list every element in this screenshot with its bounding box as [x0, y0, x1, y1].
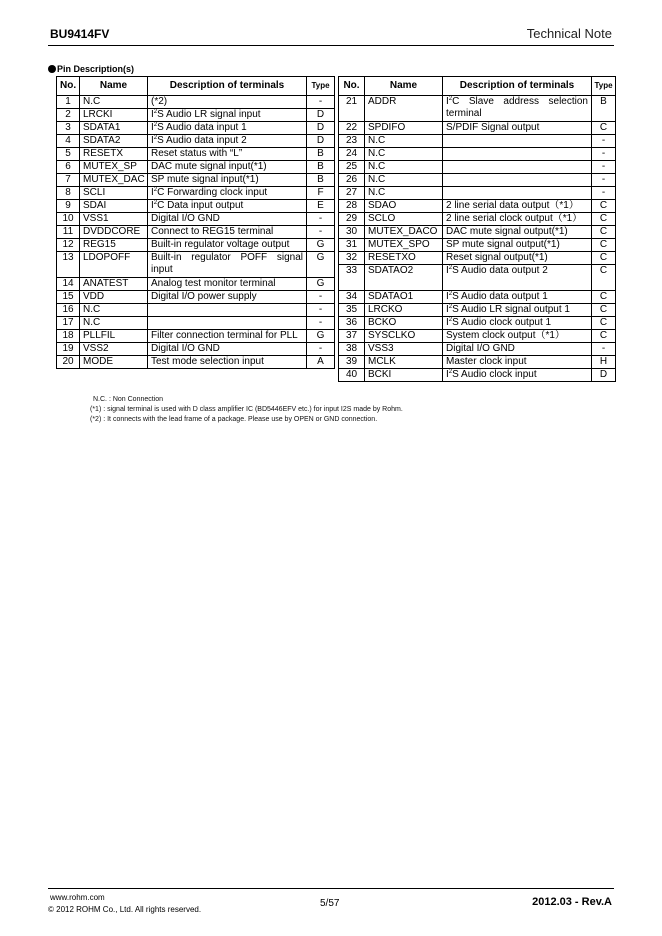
col-header-name: Name: [80, 77, 148, 96]
header-divider: [48, 45, 614, 46]
table-row: [57, 278, 335, 291]
pin-number: 11: [57, 226, 80, 239]
table-row: [57, 161, 335, 174]
pin-type: H: [592, 356, 616, 369]
pin-type: G: [307, 252, 335, 278]
pin-name: SDAO: [365, 200, 443, 213]
table-row: [339, 148, 616, 161]
col-header-type: Type: [592, 77, 616, 96]
table-notes: [90, 395, 403, 425]
table-row: [339, 369, 616, 382]
pin-number: 4: [57, 135, 80, 148]
pin-type: C: [592, 265, 616, 291]
pin-description: Digital I/O GND: [148, 213, 307, 226]
pin-description: $I^2C$ Data input output: [148, 200, 307, 213]
table-row: [57, 239, 335, 252]
pin-description: $I^2S$ Audio LR signal output 1: [443, 304, 592, 317]
table-row: [57, 109, 335, 122]
pin-description: S/PDIF Signal output: [443, 122, 592, 135]
pin-name: MCLK: [365, 356, 443, 369]
table-row: [57, 356, 335, 369]
pin-name: ANATEST: [80, 278, 148, 291]
pin-name: N.C: [365, 174, 443, 187]
col-header-no: No.: [57, 77, 80, 96]
table-row: [339, 252, 616, 265]
pin-type: -: [307, 304, 335, 317]
pin-number: 25: [339, 161, 365, 174]
pin-number: 31: [339, 239, 365, 252]
pin-name: PLLFIL: [80, 330, 148, 343]
pin-type: C: [592, 291, 616, 304]
pin-description: $I^2C$ Forwarding clock input: [148, 187, 307, 200]
pin-description: Test mode selection input: [148, 356, 307, 369]
pin-number: 2: [57, 109, 80, 122]
pin-number: 37: [339, 330, 365, 343]
col-header-name: Name: [365, 77, 443, 96]
pin-description: Digital I/O GND: [148, 343, 307, 356]
pin-type: C: [592, 213, 616, 226]
pin-name: N.C: [80, 317, 148, 330]
pin-name: SDAI: [80, 200, 148, 213]
pin-type: -: [307, 213, 335, 226]
pin-type: B: [307, 174, 335, 187]
footer-url[interactable]: www.rohm.com: [50, 893, 105, 902]
pin-type: -: [592, 343, 616, 356]
note-2: (*2) : It connects with the lead frame of a package. Please use by OPEN or GND connection.: [90, 416, 378, 423]
pin-number: 16: [57, 304, 80, 317]
col-header-description: Description of terminals: [148, 77, 307, 96]
table-row: [57, 174, 335, 187]
pin-type: C: [592, 304, 616, 317]
pin-description: Filter connection terminal for PLL: [148, 330, 307, 343]
table-row: [57, 343, 335, 356]
pin-table-left: [56, 76, 335, 369]
pin-description: [443, 174, 592, 187]
pin-description: Reset status with “L”: [148, 148, 307, 161]
pin-type: G: [307, 278, 335, 291]
table-row: [339, 213, 616, 226]
pin-name: SCLI: [80, 187, 148, 200]
bullet-icon: [48, 65, 56, 73]
pin-description: [443, 187, 592, 200]
pin-description: Reset signal output(*1): [443, 252, 592, 265]
table-row: [57, 213, 335, 226]
footer-copyright: © 2012 ROHM Co., Ltd. All rights reserved.: [48, 905, 202, 914]
pin-number: 15: [57, 291, 80, 304]
pin-number: 8: [57, 187, 80, 200]
pin-number: 19: [57, 343, 80, 356]
table-row: [57, 252, 335, 278]
pin-number: 32: [339, 252, 365, 265]
pin-description: $I^2S$ Audio LR signal input: [148, 109, 307, 122]
pin-type: C: [592, 239, 616, 252]
pin-type: -: [307, 291, 335, 304]
pin-description: Built-in regulator voltage output: [148, 239, 307, 252]
pin-description: Connect to REG15 terminal: [148, 226, 307, 239]
table-row: [57, 148, 335, 161]
pin-type: C: [592, 252, 616, 265]
pin-number: 17: [57, 317, 80, 330]
pin-type: -: [307, 226, 335, 239]
table-row: [57, 187, 335, 200]
footer-divider: [48, 888, 614, 889]
table-row: [57, 304, 335, 317]
pin-name: VSS2: [80, 343, 148, 356]
pin-number: 6: [57, 161, 80, 174]
pin-number: 30: [339, 226, 365, 239]
pin-name: MUTEX_SP: [80, 161, 148, 174]
pin-description: [443, 148, 592, 161]
pin-name: SCLO: [365, 213, 443, 226]
pin-type: -: [592, 187, 616, 200]
pin-type: D: [307, 122, 335, 135]
pin-name: ADDR: [365, 96, 443, 122]
pin-name: LDOPOFF: [80, 252, 148, 278]
pin-number: 35: [339, 304, 365, 317]
pin-number: 9: [57, 200, 80, 213]
pin-name: N.C: [365, 187, 443, 200]
pin-description: $I^2S$ Audio clock output 1: [443, 317, 592, 330]
pin-description: $I^2S$ Audio data output 1: [443, 291, 592, 304]
pin-type: -: [307, 96, 335, 109]
pin-type: B: [592, 96, 616, 122]
pin-description: 2 line serial clock output（*1）: [443, 213, 592, 226]
pin-type: G: [307, 330, 335, 343]
table-row: [339, 265, 616, 291]
pin-name: RESETX: [80, 148, 148, 161]
table-row: [339, 317, 616, 330]
pin-type: -: [592, 161, 616, 174]
pin-description: Digital I/O GND: [443, 343, 592, 356]
pin-description: $I^2S$ Audio data input 1: [148, 122, 307, 135]
pin-description: $I^2S$ Audio data input 2: [148, 135, 307, 148]
pin-name: SDATA2: [80, 135, 148, 148]
table-row: [339, 343, 616, 356]
pin-name: N.C: [365, 135, 443, 148]
pin-number: 14: [57, 278, 80, 291]
table-row: [57, 317, 335, 330]
pin-name: DVDDCORE: [80, 226, 148, 239]
pin-description: System clock output（*1）: [443, 330, 592, 343]
pin-number: 38: [339, 343, 365, 356]
pin-number: 18: [57, 330, 80, 343]
table-header-row: [339, 77, 616, 96]
pin-number: 10: [57, 213, 80, 226]
table-row: [339, 122, 616, 135]
pin-name: VSS1: [80, 213, 148, 226]
table-row: [339, 161, 616, 174]
table-row: [339, 226, 616, 239]
part-number: BU9414FV: [50, 27, 110, 41]
table-row: [339, 135, 616, 148]
pin-number: 21: [339, 96, 365, 122]
pin-description: $I^2C$ Slave address selection terminal: [443, 96, 592, 122]
pin-description: DAC mute signal output(*1): [443, 226, 592, 239]
table-row: [339, 187, 616, 200]
pin-name: BCKI: [365, 369, 443, 382]
pin-type: D: [592, 369, 616, 382]
pin-description: $I^2S$ Audio clock input: [443, 369, 592, 382]
pin-name: BCKO: [365, 317, 443, 330]
pin-type: -: [592, 174, 616, 187]
pin-name: N.C: [80, 304, 148, 317]
pin-name: LRCKO: [365, 304, 443, 317]
table-row: [339, 174, 616, 187]
section-title-text: Pin Description(s): [57, 64, 135, 74]
pin-name: LRCKI: [80, 109, 148, 122]
pin-number: 28: [339, 200, 365, 213]
pin-name: MUTEX_DAC: [80, 174, 148, 187]
pin-description: Digital I/O power supply: [148, 291, 307, 304]
pin-name: VSS3: [365, 343, 443, 356]
table-row: [57, 291, 335, 304]
pin-number: 36: [339, 317, 365, 330]
pin-type: -: [307, 343, 335, 356]
document-type: Technical Note: [526, 26, 612, 41]
table-row: [339, 330, 616, 343]
pin-number: 34: [339, 291, 365, 304]
pin-description: [148, 317, 307, 330]
pin-description: Built-in regulator POFF signal input: [148, 252, 307, 278]
pin-description: [148, 304, 307, 317]
pin-name: SDATAO1: [365, 291, 443, 304]
col-header-no: No.: [339, 77, 365, 96]
table-row: [339, 96, 616, 122]
table-row: [339, 239, 616, 252]
note-nc: N.C. : Non Connection: [93, 396, 164, 403]
pin-name: SYSCLKO: [365, 330, 443, 343]
pin-number: 23: [339, 135, 365, 148]
pin-type: D: [307, 135, 335, 148]
pin-name: RESETXO: [365, 252, 443, 265]
pin-name: VDD: [80, 291, 148, 304]
pin-number: 3: [57, 122, 80, 135]
table-row: [57, 330, 335, 343]
pin-name: N.C: [365, 161, 443, 174]
pin-description: (*2): [148, 96, 307, 109]
pin-number: 12: [57, 239, 80, 252]
pin-description: DAC mute signal input(*1): [148, 161, 307, 174]
pin-number: 27: [339, 187, 365, 200]
pin-type: -: [592, 135, 616, 148]
pin-number: 26: [339, 174, 365, 187]
pin-type: C: [592, 226, 616, 239]
table-row: [339, 291, 616, 304]
table-row: [57, 135, 335, 148]
pin-type: F: [307, 187, 335, 200]
table-row: [339, 304, 616, 317]
pin-name: MUTEX_DACO: [365, 226, 443, 239]
pin-table-right: [338, 76, 616, 382]
page-number: 5/57: [320, 898, 340, 909]
pin-type: G: [307, 239, 335, 252]
pin-number: 7: [57, 174, 80, 187]
pin-type: E: [307, 200, 335, 213]
pin-type: C: [592, 317, 616, 330]
table-row: [57, 122, 335, 135]
pin-description: Analog test monitor terminal: [148, 278, 307, 291]
pin-name: SDATAO2: [365, 265, 443, 291]
pin-name: MUTEX_SPO: [365, 239, 443, 252]
pin-type: B: [307, 148, 335, 161]
pin-name: N.C: [365, 148, 443, 161]
pin-number: 24: [339, 148, 365, 161]
pin-number: 1: [57, 96, 80, 109]
pin-description: Master clock input: [443, 356, 592, 369]
pin-type: -: [307, 317, 335, 330]
pin-description: $I^2S$ Audio data output 2: [443, 265, 592, 291]
pin-name: SPDIFO: [365, 122, 443, 135]
pin-type: B: [307, 161, 335, 174]
revision: 2012.03 - Rev.A: [532, 896, 612, 908]
pin-name: MODE: [80, 356, 148, 369]
pin-type: C: [592, 122, 616, 135]
pin-type: -: [592, 148, 616, 161]
pin-name: REG15: [80, 239, 148, 252]
pin-name: SDATA1: [80, 122, 148, 135]
table-row: [339, 200, 616, 213]
pin-description: [443, 161, 592, 174]
pin-description: [443, 135, 592, 148]
pin-number: 29: [339, 213, 365, 226]
note-1: (*1) : signal terminal is used with D class amplifier IC (BD5446EFV etc.) for input I2S made by Rohm.: [90, 406, 403, 413]
pin-description: SP mute signal input(*1): [148, 174, 307, 187]
pin-number: 39: [339, 356, 365, 369]
table-row: [57, 96, 335, 109]
table-row: [57, 200, 335, 213]
pin-number: 33: [339, 265, 365, 291]
table-row: [339, 356, 616, 369]
pin-description: SP mute signal output(*1): [443, 239, 592, 252]
table-row: [57, 226, 335, 239]
pin-number: 20: [57, 356, 80, 369]
pin-type: A: [307, 356, 335, 369]
pin-number: 5: [57, 148, 80, 161]
pin-number: 13: [57, 252, 80, 278]
col-header-description: Description of terminals: [443, 77, 592, 96]
pin-number: 40: [339, 369, 365, 382]
pin-name: N.C: [80, 96, 148, 109]
pin-type: D: [307, 109, 335, 122]
pin-type: C: [592, 330, 616, 343]
table-header-row: [57, 77, 335, 96]
pin-description: 2 line serial data output（*1）: [443, 200, 592, 213]
pin-type: C: [592, 200, 616, 213]
pin-number: 22: [339, 122, 365, 135]
section-title: [48, 64, 134, 74]
col-header-type: Type: [307, 77, 335, 96]
